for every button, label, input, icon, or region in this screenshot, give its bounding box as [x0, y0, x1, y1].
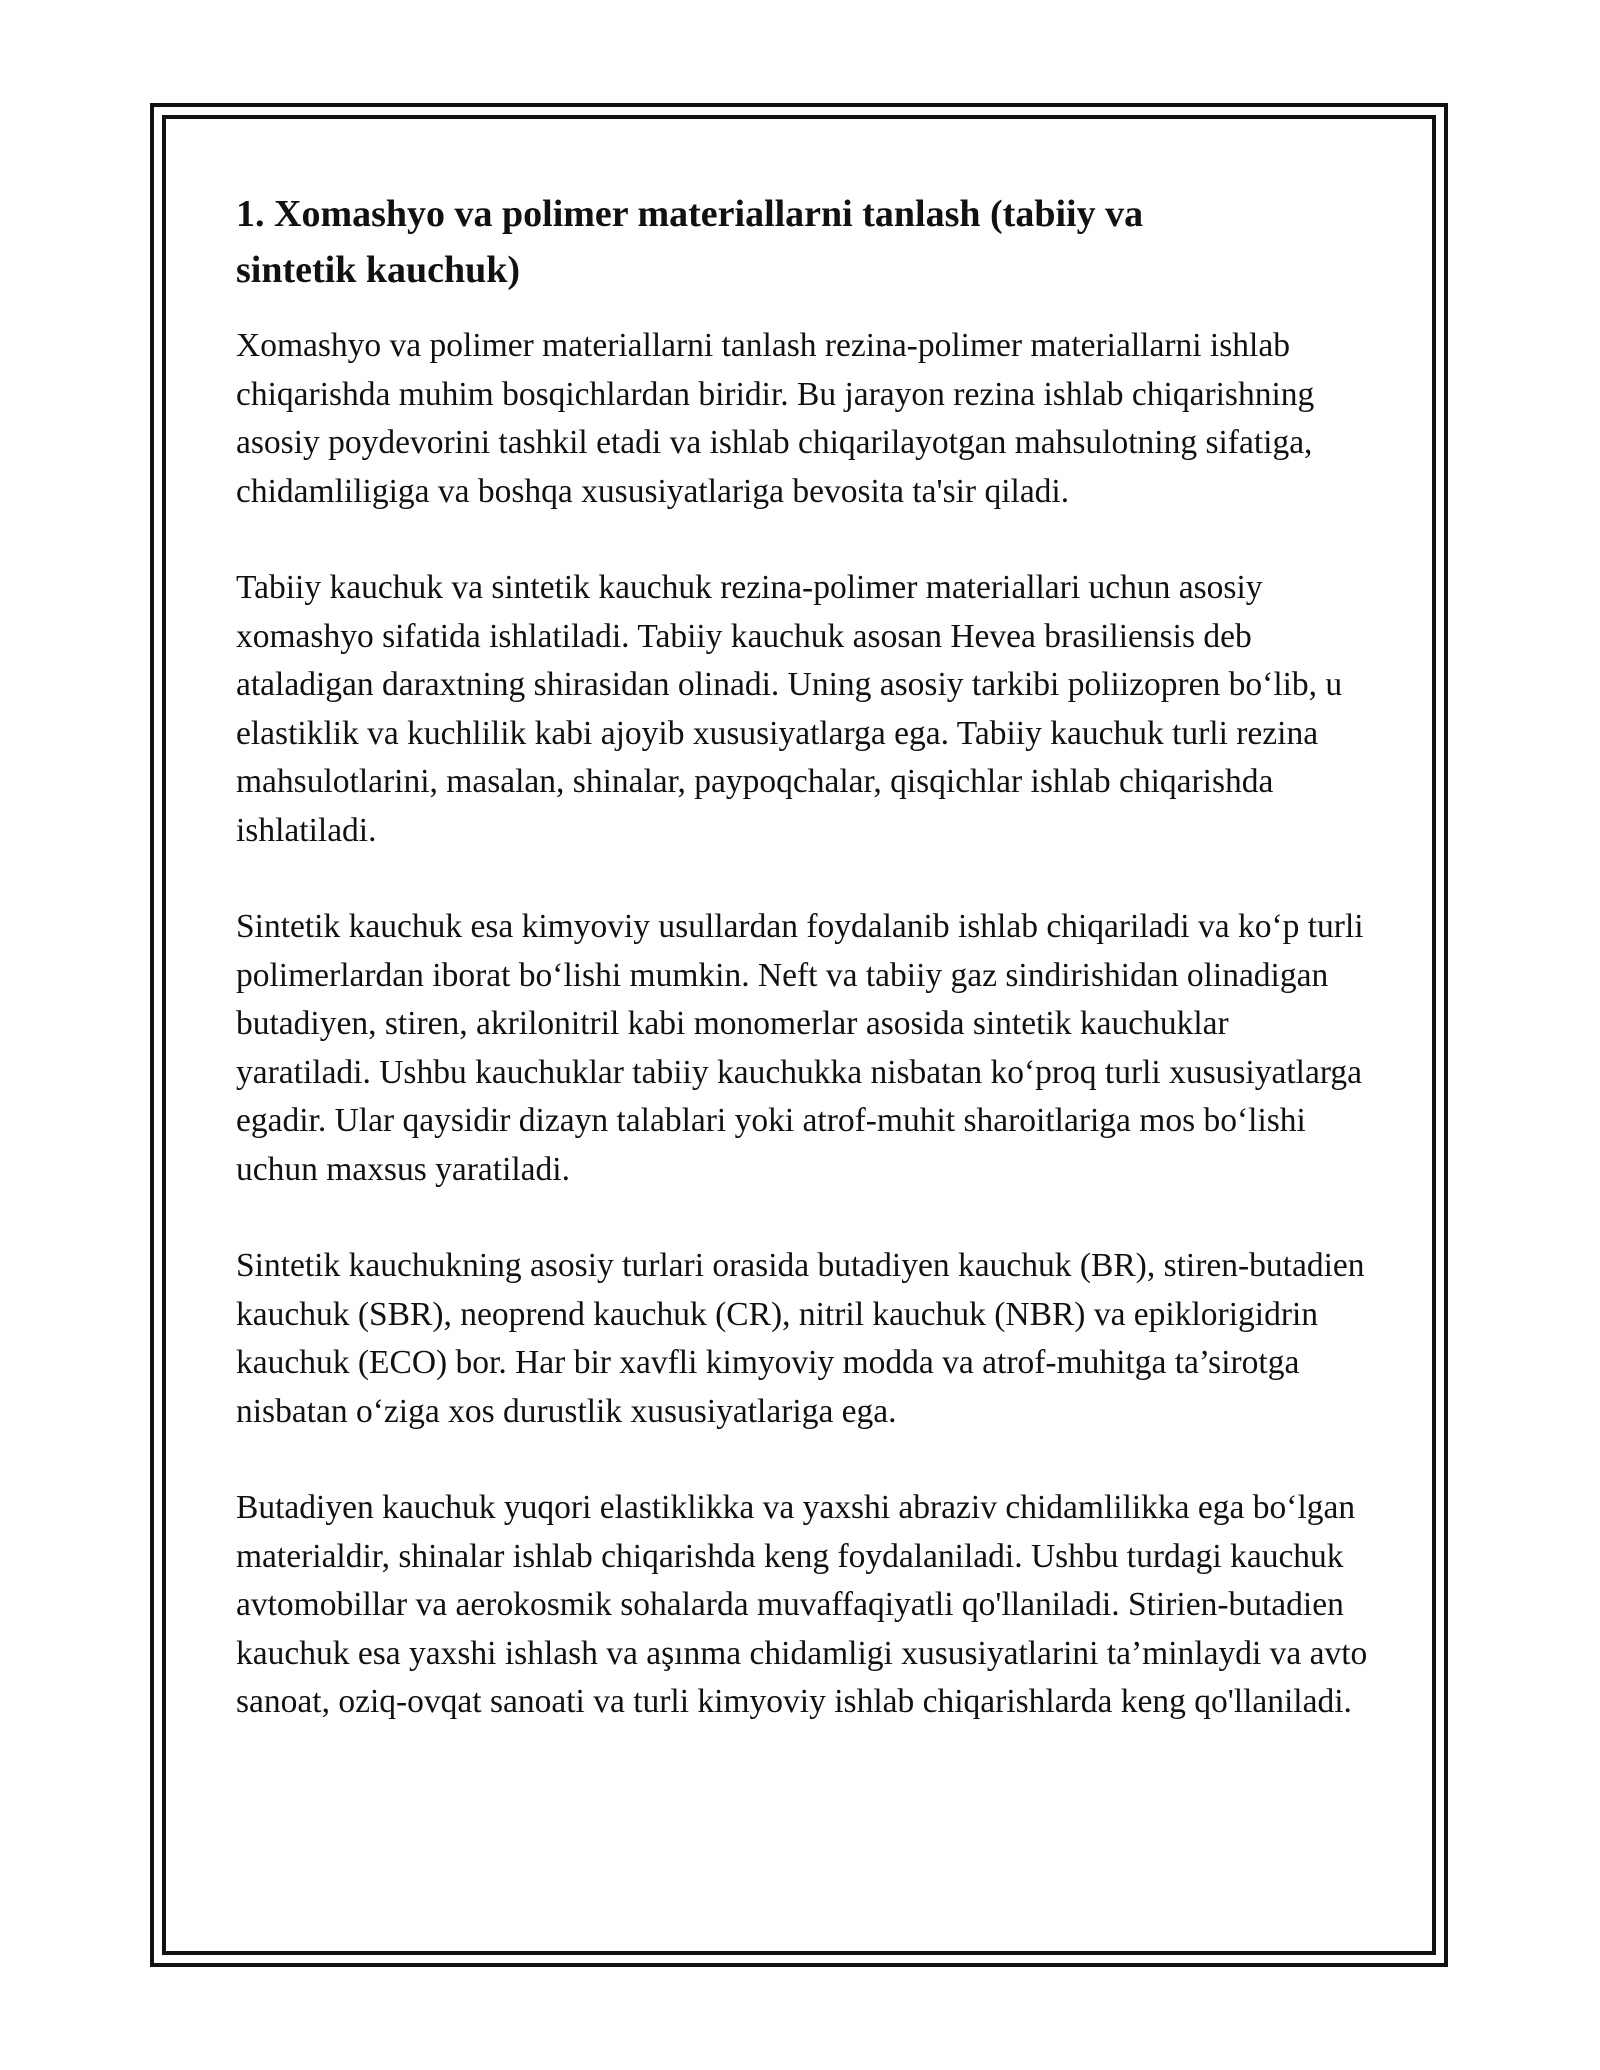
document-body: [236, 186, 1371, 1775]
paragraph-5: Butadiyen kauchuk yuqori elastiklikka va yaxshi abraziv chidamlilikka ega bo‘lgan materialdir, shinalar ishlab chiqarishda keng foydalaniladi. Ushbu turdagi kauchuk avtomobillar va aerokosmik sohalarda muvaffaqiyatli qo'llaniladi. Stirien-butadien kauchuk esa yaxshi ishlash va aşınma chidamligi xususiyatlarini ta’minlaydi va avto sanoat, oziq-ovqat sanoati va turli kimyoviy ishlab chiqarishlarda keng qo'llaniladi.: [236, 1489, 1368, 1720]
paragraph-3: Sintetik kauchuk esa kimyoviy usullardan foydalanib ishlab chiqariladi va ko‘p turli polimerlardan iborat bo‘lishi mumkin. Neft va tabiiy gaz sindirishidan olinadigan butadiyen, stiren, akrilonitril kabi monomerlar asosida sintetik kauchuklar yaratiladi. Ushbu kauchuklar tabiiy kauchukka nisbatan ko‘proq turli xususiyatlarga egadir. Ular qaysidir dizayn talablari yoki atrof-muhit sharoitlariga mos bo‘lishi uchun maxsus yaratiladi.: [236, 908, 1364, 1188]
section-heading: 1. Xomashyo va polimer materiallarni tanlash (tabiiy va sintetik kauchuk): [236, 193, 1144, 291]
paragraph-2: Tabiiy kauchuk va sintetik kauchuk rezina-polimer materiallari uchun asosiy xomashyo sifatida ishlatiladi. Tabiiy kauchuk asosan Hevea brasiliensis deb ataladigan daraxtning shirasidan olinadi. Uning asosiy tarkibi poliizopren bo‘lib, u elastiklik va kuchlilik kabi ajoyib xususiyatlarga ega. Tabiiy kauchuk turli rezina mahsulotlarini, masalan, shinalar, paypoqchalar, qisqichlar ishlab chiqarishda ishlatiladi.: [236, 569, 1343, 849]
paragraph-4: Sintetik kauchukning asosiy turlari orasida butadiyen kauchuk (BR), stiren-butadien kauchuk (SBR), neoprend kauchuk (CR), nitril kauchuk (NBR) va epiklorigidrin kauchuk (ECO) bor. Har bir xavfli kimyoviy modda va atrof-muhitga ta’sirotga nisbatan o‘ziga xos durustlik xususiyatlariga ega.: [236, 1247, 1365, 1430]
paragraph-1: Xomashyo va polimer materiallarni tanlash rezina-polimer materiallarni ishlab chiqarishda muhim bosqichlardan biridir. Bu jarayon rezina ishlab chiqarishning asosiy poydevorini tashkil etadi va ishlab chiqarilayotgan mahsulotning sifatiga, chidamliligiga va boshqa xususiyatlariga bevosita ta'sir qiladi.: [236, 327, 1315, 510]
